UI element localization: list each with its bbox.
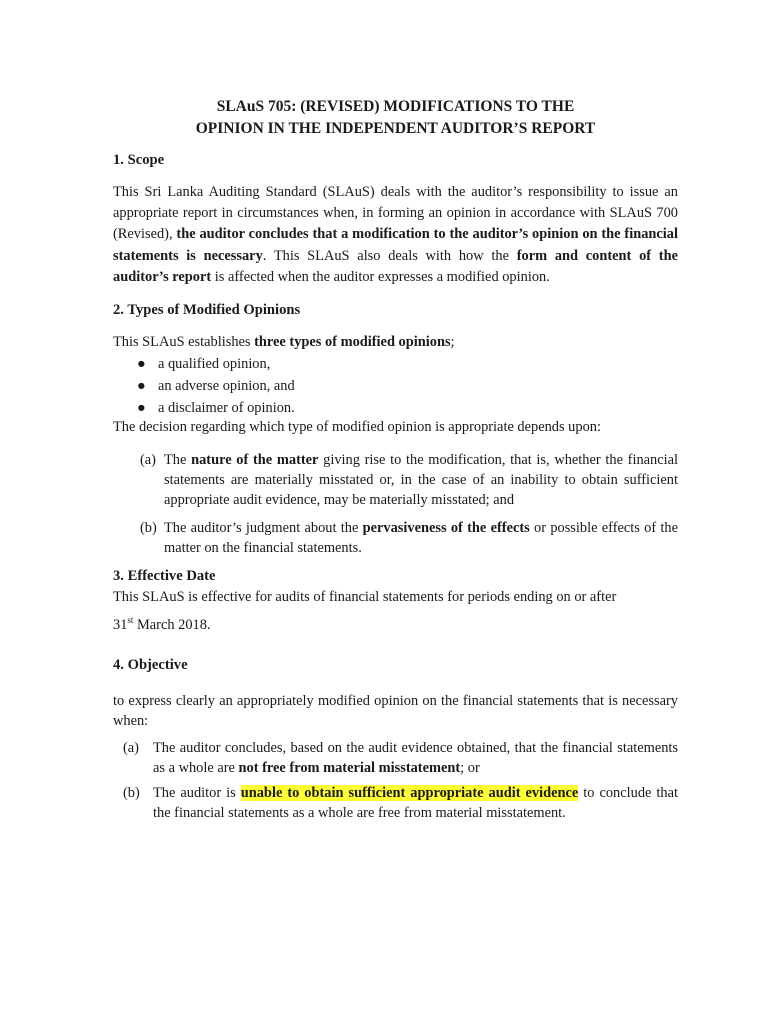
list-item: (a) The nature of the matter giving rise to the modification, that is, whether the financial statements are materially misstated or, in the case of an inability to obtain sufficient appropriate audit evidence, may be materially misstated; and	[140, 452, 679, 509]
title-line-1: SLAuS 705: (REVISED) MODIFICATIONS TO THE	[216, 98, 575, 115]
modified-opinion-list	[113, 353, 678, 419]
title-line-2: OPINION IN THE INDEPENDENT AUDITOR’S REPORT	[195, 120, 596, 137]
types-sublist	[113, 450, 678, 558]
effective-date: 31st March 2018.	[113, 615, 211, 634]
section-heading-objective: 4. Objective	[113, 657, 188, 674]
list-item: ● a qualified opinion,	[113, 353, 678, 375]
item-marker: (b)	[140, 520, 157, 537]
section-heading-effective-date: 3. Effective Date	[113, 568, 216, 585]
bullet-icon: ●	[137, 378, 146, 395]
section-heading-scope: 1. Scope	[113, 152, 165, 168]
types-intro: This SLAuS establishes three types of modified opinions;	[113, 334, 455, 351]
scope-paragraph: This Sri Lanka Auditing Standard (SLAuS) deals with the auditor’s responsibility to issue an appropriate report in circumstances when, in forming an opinion in accordance with SLAuS 700 (Revised), the auditor concludes that a modification to the auditor’s opinion on the financial statements is necessary. This SLAuS also deals with how the form and content of the auditor’s report is affected when the auditor expresses a modified opinion.	[113, 184, 678, 285]
objective-intro: to express clearly an appropriately modified opinion on the financial statements that is necessary when:	[113, 693, 678, 730]
list-item: (a) The auditor concludes, based on the audit evidence obtained, that the financial statements as a whole are not free from material misstatement; or	[123, 740, 678, 777]
document-title	[113, 96, 678, 140]
list-item: ● a disclaimer of opinion.	[113, 397, 678, 419]
list-item: ● an adverse opinion, and	[113, 375, 678, 397]
item-marker: (b)	[123, 785, 140, 802]
bullet-icon: ●	[137, 356, 146, 373]
effective-line: This SLAuS is effective for audits of financial statements for periods ending on or after	[113, 589, 617, 606]
item-marker: (a)	[123, 740, 139, 757]
item-marker: (a)	[140, 452, 156, 469]
types-decision: The decision regarding which type of modified opinion is appropriate depends upon:	[113, 419, 601, 436]
list-item: (b) The auditor’s judgment about the pervasiveness of the effects or possible effects of the matter on the financial statements.	[140, 520, 678, 557]
highlighted-text: unable to obtain sufficient appropriate audit evidence	[240, 785, 579, 802]
section-heading-types: 2. Types of Modified Opinions	[113, 302, 301, 319]
list-item: (b) The auditor is unable to obtain sufficient appropriate audit evidence to conclude that the financial statements as a whole are free from material misstatement.	[123, 785, 678, 822]
objective-sublist	[113, 738, 678, 823]
bullet-icon: ●	[137, 400, 146, 417]
